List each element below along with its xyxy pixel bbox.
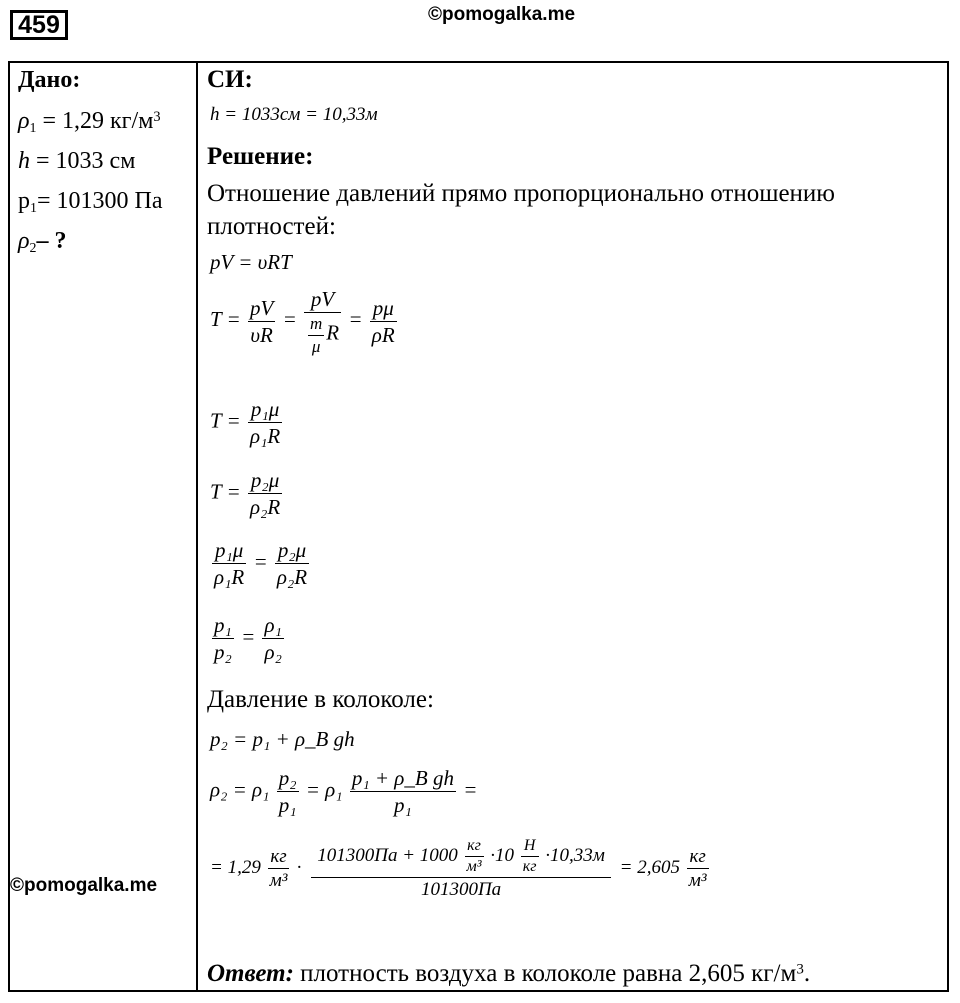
- watermark-top: ©pomogalka.me: [428, 4, 576, 25]
- formula-rho2: ρ₂ = ρ₁ $\frac{\text{p₂}}{\text{p₁}}$ = ρ₁ $\frac{\text{p₁ + ρ\_B gh}}{\text{p₁}}$ =: [210, 766, 478, 818]
- column-divider: [196, 61, 198, 992]
- formula-temperature: T = $\frac{pV}{\upsilon R}$ = pV $\frac{m}{\mu}$ R = $\frac{p\mu}{\rho R}$: [210, 287, 395, 356]
- given-title: Дано:: [18, 67, 81, 93]
- formula-equality: $\frac{\text{p₁μ}}{\text{ρ₁R}}$ = $\frac{\text{p₂μ}}{\text{ρ₂R}}$: [214, 538, 308, 590]
- solution-text-1: Отношение давлений прямо пропорционально отношению: [207, 180, 835, 207]
- si-title: СИ:: [207, 66, 253, 93]
- given-p1: $p_1= 101300$ Па: [18, 188, 163, 217]
- given-rho2: $\rho_2-$ ?: [18, 228, 67, 257]
- answer: Ответ: плотность воздуха в колоколе равна 2,605 $кг/м^3$.: [207, 960, 811, 987]
- formula-gas-law: pV = υRT: [210, 250, 292, 274]
- given-h: h = 1033 см: [18, 148, 136, 174]
- formula-t1: T = $\frac{\text{p₁μ}}{\text{ρ₁R}}$: [210, 397, 281, 449]
- solution-title: Решение:: [207, 143, 314, 170]
- solution-text-2: плотностей:: [207, 213, 336, 240]
- given-rho1: $\rho_1 = 1,29$ $кг/м^3$: [18, 108, 161, 137]
- formula-calculation: = 1,29 $\frac{кг}{\text{м³}}$ · 101300Па + 1000 $\frac{кг}{\text{м³}}$ ·10 $\frac{Н}{кг}$ ·10,33м 101300Па = 2,605 $\frac{кг}{\text{м³}}$: [210, 837, 707, 900]
- formula-bell-pressure: p₂ = p₁ + ρ_B gh: [210, 727, 355, 751]
- watermark-left: ©pomogalka.me: [10, 875, 158, 896]
- solution-text-3: Давление в колоколе:: [207, 686, 434, 713]
- formula-ratio: $\frac{\text{p₁}}{\text{p₂}}$ = $\frac{\text{ρ₁}}{\text{ρ₂}}$: [214, 613, 282, 665]
- si-conversion: h = 1033см = 10,33м: [210, 104, 378, 125]
- problem-number: 459: [10, 10, 68, 40]
- formula-t2: T = $\frac{\text{p₂μ}}{\text{ρ₂R}}$: [210, 468, 281, 520]
